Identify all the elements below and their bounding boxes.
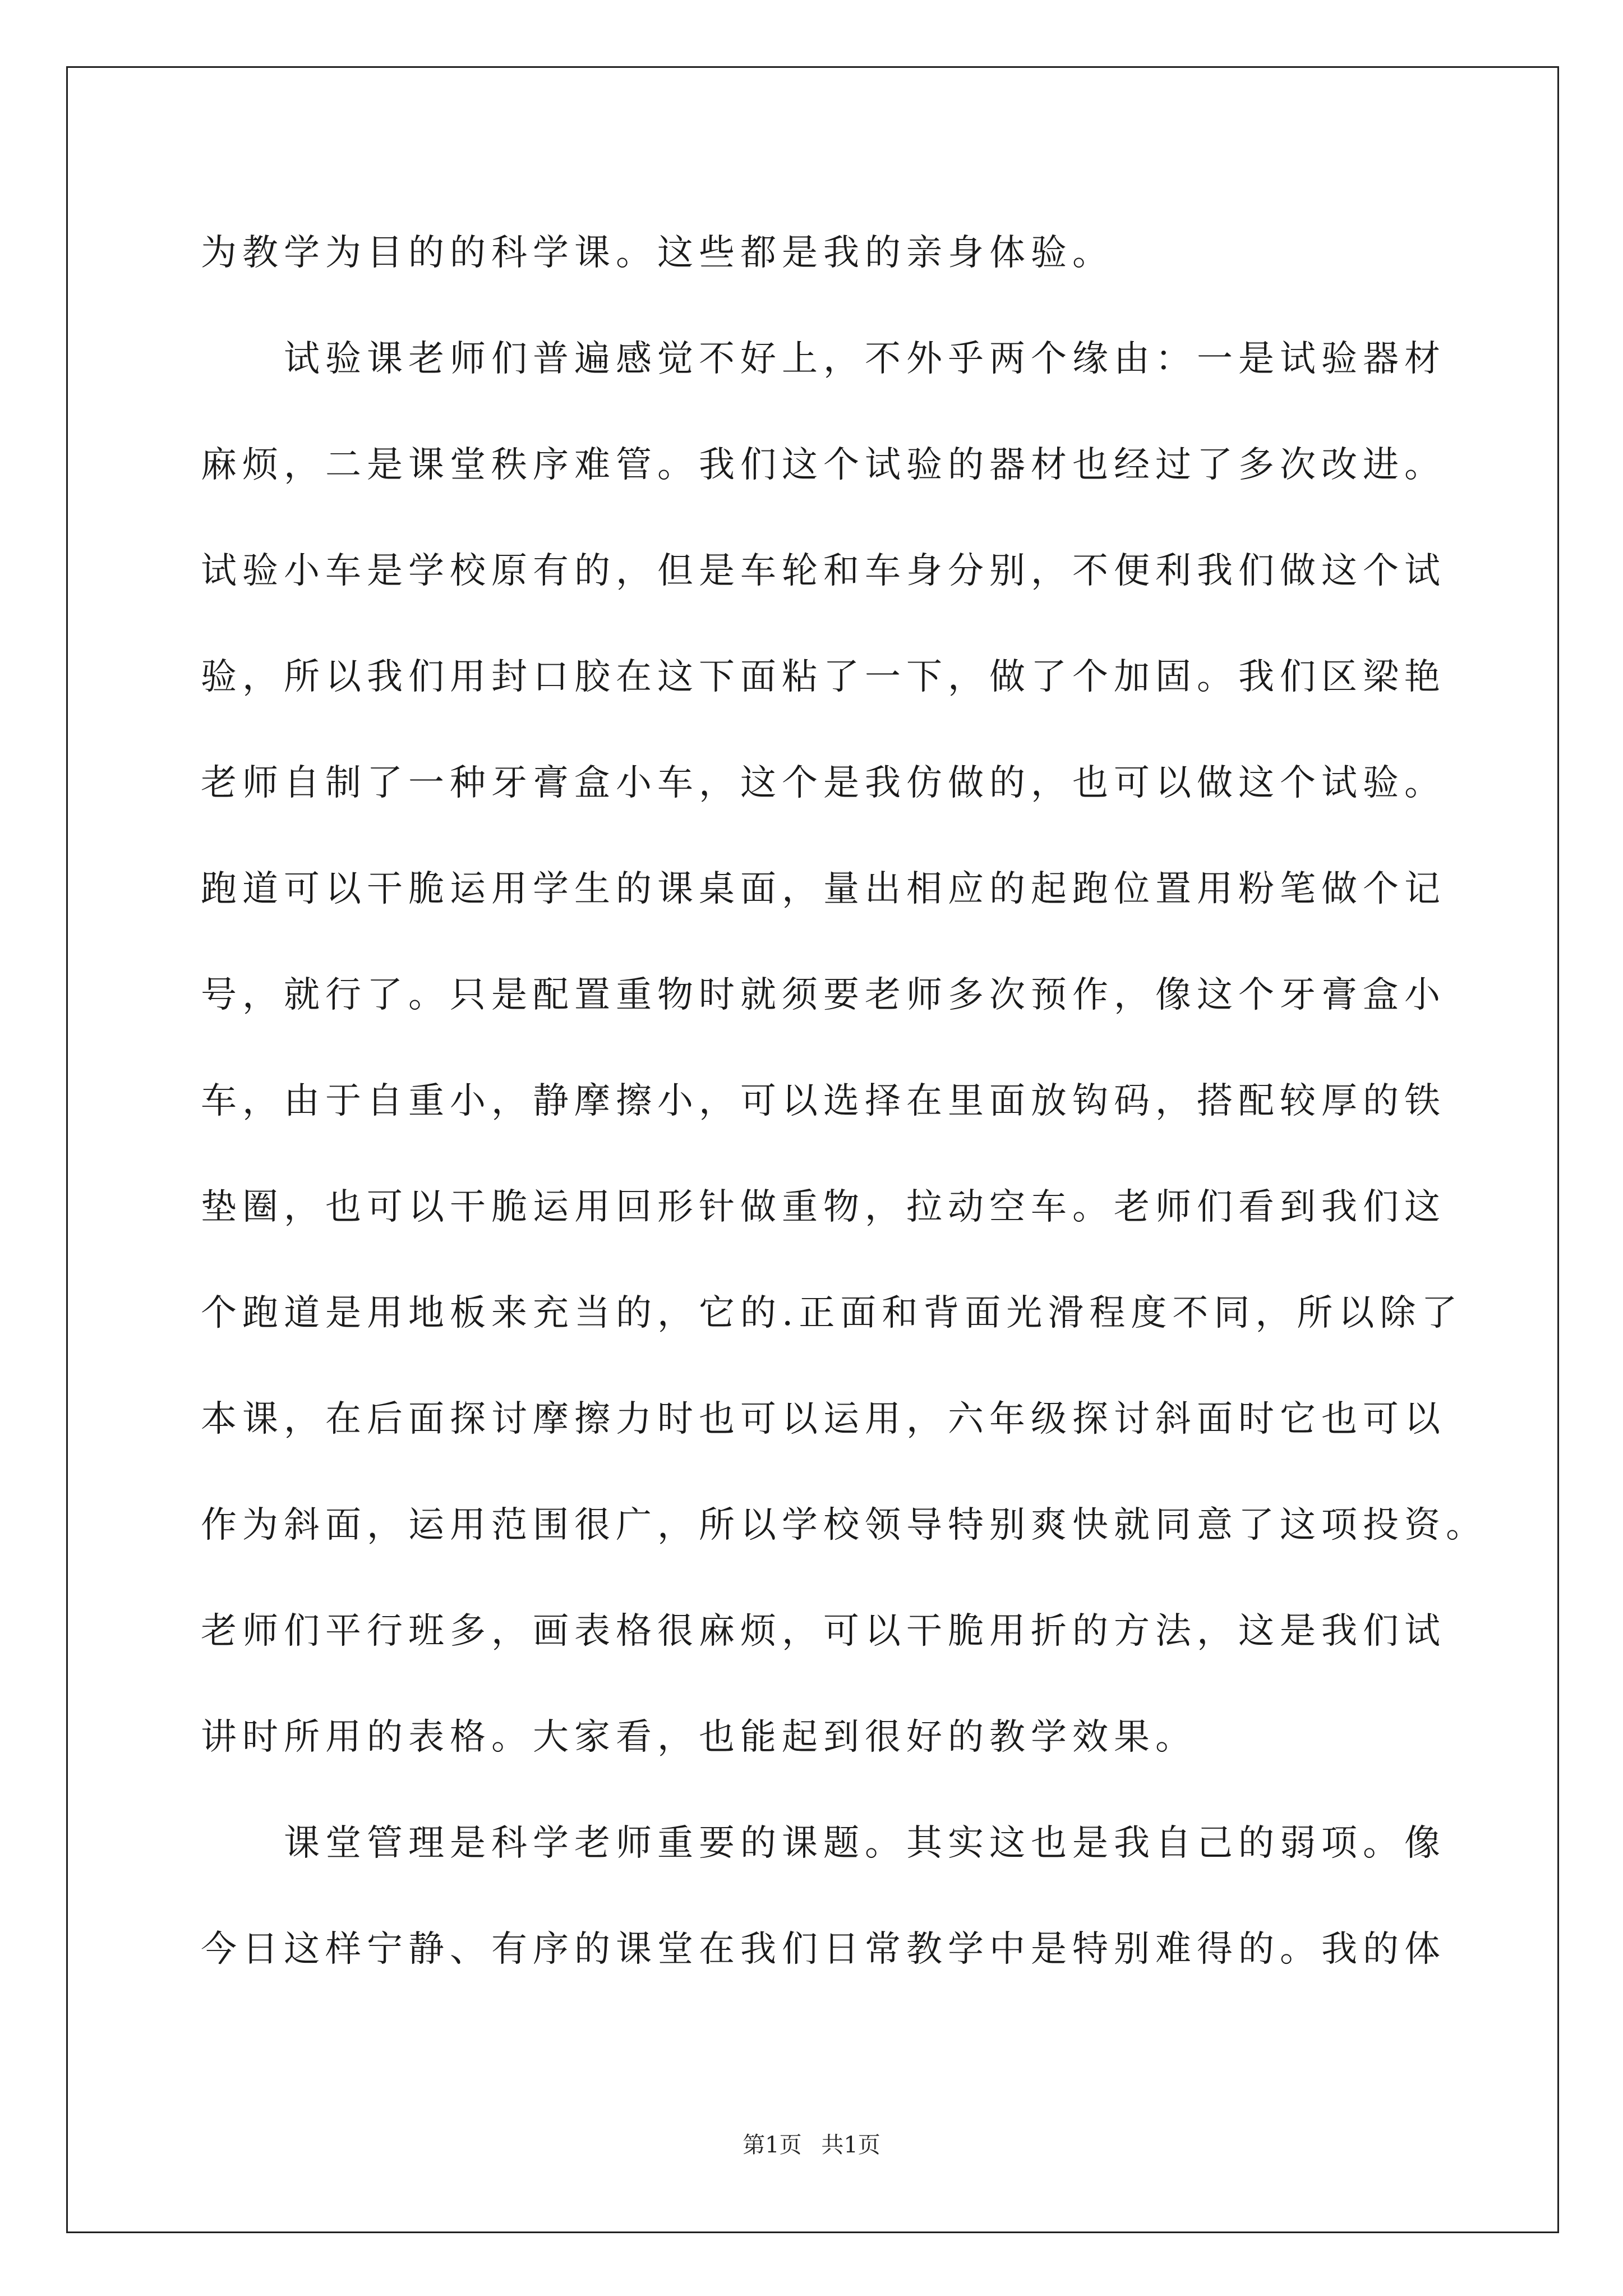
text-line: 垫圈，也可以干脆运用回形针做重物，拉动空车。老师们看到我们这 xyxy=(201,1186,1446,1228)
text-line: 课堂管理是科学老师重要的课题。其实这也是我自己的弱项。像 xyxy=(284,1823,1446,1864)
text-line: 作为斜面，运用范围很广，所以学校领导特别爽快就同意了这项投资。 xyxy=(201,1504,1487,1546)
text-line: 试验课老师们普遍感觉不好上，不外乎两个缘由：一是试验器材 xyxy=(284,338,1446,380)
text-line: 麻烦，二是课堂秩序难管。我们这个试验的器材也经过了多次改进。 xyxy=(201,444,1446,486)
text-line: 老师自制了一种牙膏盒小车，这个是我仿做的，也可以做这个试验。 xyxy=(201,762,1446,804)
text-line: 本课，在后面探讨摩擦力时也可以运用，六年级探讨斜面时它也可以 xyxy=(201,1398,1446,1440)
text-line: 为教学为目的的科学课。这些都是我的亲身体验。 xyxy=(201,232,1114,274)
paragraph xyxy=(201,1791,1524,2003)
paragraph xyxy=(201,306,1524,1791)
text-line: 车，由于自重小，静摩擦小，可以选择在里面放钩码，搭配较厚的铁 xyxy=(201,1080,1446,1122)
text-line: 验，所以我们用封口胶在这下面粘了一下，做了个加固。我们区梁艳 xyxy=(201,656,1446,698)
text-line: 试验小车是学校原有的，但是车轮和车身分别，不便利我们做这个试 xyxy=(201,550,1446,592)
text-line: 号，就行了。只是配置重物时就须要老师多次预作，像这个牙膏盒小 xyxy=(201,974,1446,1016)
document-body xyxy=(201,200,1524,2003)
text-line: 跑道可以干脆运用学生的课桌面，量出相应的起跑位置用粉笔做个记 xyxy=(201,868,1446,910)
paragraph xyxy=(201,200,1524,306)
text-line: 老师们平行班多，画表格很麻烦，可以干脆用折的方法，这是我们试 xyxy=(201,1611,1446,1652)
text-line: 讲时所用的表格。大家看，也能起到很好的教学效果。 xyxy=(201,1717,1197,1758)
text-line: 今日这样宁静、有序的课堂在我们日常教学中是特别难得的。我的体 xyxy=(201,1929,1446,1970)
page-number-footer: 第1页 共1页 xyxy=(743,2132,880,2158)
text-line: 个跑道是用地板来充当的，它的.正面和背面光滑程度不同，所以除了 xyxy=(201,1292,1463,1334)
